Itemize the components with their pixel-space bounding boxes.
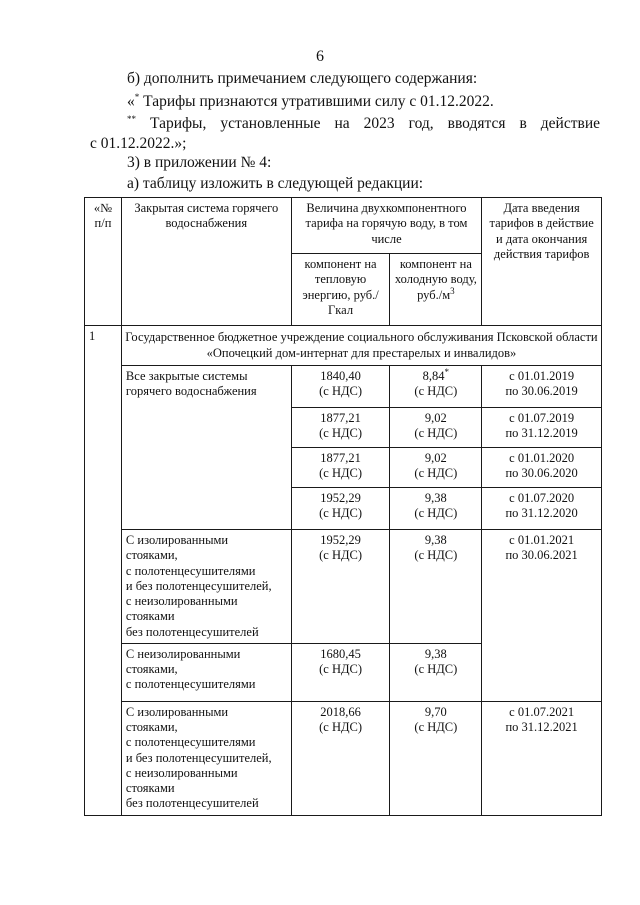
note-2-continuation: с 01.12.2022.»; <box>90 135 187 152</box>
header-heat-component: компонент на тепловую энергию, руб./Гкал <box>291 254 390 326</box>
heat-cell <box>291 408 390 448</box>
system-line: с полотенцесушителями <box>125 735 256 750</box>
cold-value: 9,02 <box>424 411 447 425</box>
system-line: без полотенцесушителей <box>125 624 259 639</box>
heat-cell <box>291 530 390 644</box>
system-all: Все закрытые системы горячего водоснабжения <box>121 366 291 530</box>
heat-value: 1952,29 <box>320 533 361 547</box>
system-line: с полотенцесушителями <box>125 677 256 692</box>
paragraph-b-intro: б) дополнить примечанием следующего содержания: <box>127 70 478 87</box>
date-to: по 30.06.2019 <box>505 384 578 399</box>
date-from: с 01.07.2019 <box>509 411 575 425</box>
header-cold-component <box>390 254 482 326</box>
system-line: стояками <box>125 781 175 795</box>
system-insulated <box>121 701 291 815</box>
cold-value: 9,02 <box>424 451 447 465</box>
heat-vat: (с НДС) <box>319 720 362 734</box>
heat-cell <box>291 366 390 408</box>
cold-value: 9,70 <box>424 704 447 719</box>
date-from: с 01.01.2019 <box>509 369 575 383</box>
date-from: с 01.01.2020 <box>509 451 575 465</box>
system-line: с неизолированными <box>125 594 238 608</box>
date-cell <box>482 366 602 408</box>
cold-cell <box>390 488 482 530</box>
cold-vat: (с НДС) <box>414 548 458 563</box>
item-3: 3) в приложении № 4: <box>127 154 272 171</box>
heat-vat: (с НДС) <box>319 662 362 676</box>
cold-cell <box>390 530 482 644</box>
cold-value: 9,38 <box>424 533 447 547</box>
date-to: по 31.12.2020 <box>505 506 578 521</box>
date-to: по 30.06.2020 <box>505 466 578 481</box>
cold-value: 9,38 <box>424 491 447 505</box>
system-insulated <box>121 530 291 644</box>
heat-cell <box>291 448 390 488</box>
date-cell <box>482 530 602 702</box>
cold-value: 8,84 <box>422 369 445 383</box>
date-to: по 30.06.2021 <box>505 548 578 563</box>
cold-cell <box>390 643 482 701</box>
cold-vat: (с НДС) <box>414 384 458 399</box>
heat-cell <box>291 701 390 815</box>
system-line: с полотенцесушителями <box>125 563 256 578</box>
system-line: стояками, <box>125 548 178 563</box>
note-1-star: * <box>134 91 140 102</box>
date-cell <box>482 448 602 488</box>
system-line: стояками <box>125 609 175 624</box>
date-from: с 01.07.2020 <box>509 491 575 505</box>
cold-cell <box>390 448 482 488</box>
heat-value: 1877,21 <box>320 411 361 425</box>
system-uninsulated <box>121 643 291 701</box>
heat-value: 2018,66 <box>320 704 361 719</box>
date-cell <box>482 488 602 530</box>
heat-value: 1840,40 <box>320 369 361 383</box>
heat-vat: (с НДС) <box>319 548 362 563</box>
header-dates: Дата введения тарифов в действие и дата окончания действия тарифов <box>482 198 602 326</box>
organization-name: Государственное бюджетное учреждение социального обслуживания Псковской области «Опочецкий дом-интернат для престарелых и инвалидов» <box>121 326 601 366</box>
date-cell <box>482 701 602 815</box>
heat-value: 1877,21 <box>320 451 361 465</box>
system-line: без полотенцесушителей <box>125 796 259 811</box>
cold-vat: (с НДС) <box>414 506 458 521</box>
heat-vat: (с НДС) <box>319 384 362 399</box>
heat-vat: (с НДС) <box>319 506 362 521</box>
header-system: Закрытая система горячего водоснабжения <box>121 198 291 326</box>
cold-footnote-mark: * <box>444 366 450 377</box>
cold-cell <box>390 366 482 408</box>
item-a: а) таблицу изложить в следующей редакции: <box>127 175 424 192</box>
note-2-text: Тарифы, установленные на 2023 год, вводятся в действие <box>136 115 600 132</box>
heat-vat: (с НДС) <box>319 426 362 441</box>
heat-cell <box>291 488 390 530</box>
cold-vat: (с НДС) <box>414 662 458 676</box>
note-1-text: Тарифы признаются утратившими силу с 01.12.2022. <box>139 93 494 110</box>
cold-vat: (с НДС) <box>414 720 458 734</box>
header-cold-sup: 3 <box>450 285 455 296</box>
heat-cell <box>291 643 390 701</box>
system-line: С изолированными <box>125 704 229 719</box>
page-number: 6 <box>316 48 324 65</box>
date-from: с 01.01.2021 <box>509 533 575 547</box>
system-line: и без полотенцесушителей, <box>125 750 272 765</box>
system-line: с неизолированными <box>125 765 238 780</box>
tariff-table <box>84 197 602 816</box>
note-1 <box>127 93 494 111</box>
system-line: и без полотенцесушителей, <box>125 578 272 593</box>
note-1-prefix: « <box>127 93 135 110</box>
note-2 <box>127 115 600 133</box>
cold-vat: (с НДС) <box>414 426 458 441</box>
header-cold-text: компонент на холодную воду, руб./м <box>394 257 477 302</box>
date-cell <box>482 408 602 448</box>
row-number: 1 <box>85 326 122 816</box>
date-to: по 31.12.2019 <box>505 426 578 441</box>
cold-value: 9,38 <box>424 646 447 661</box>
header-number: «№ п/п <box>85 198 122 326</box>
cold-vat: (с НДС) <box>414 466 458 481</box>
system-line: С изолированными <box>125 533 229 547</box>
system-line: стояками, <box>125 720 178 734</box>
cold-cell <box>390 408 482 448</box>
note-2-star: ** <box>127 113 136 124</box>
date-from: с 01.07.2021 <box>509 704 575 719</box>
system-line: С неизолированными <box>125 646 241 661</box>
heat-value: 1952,29 <box>320 491 361 505</box>
date-to: по 31.12.2021 <box>505 720 578 734</box>
header-tariff: Величина двухкомпонентного тарифа на горячую воду, в том числе <box>291 198 482 254</box>
cold-cell <box>390 701 482 815</box>
heat-vat: (с НДС) <box>319 466 362 481</box>
system-line: стояками, <box>125 662 178 676</box>
heat-value: 1680,45 <box>320 646 361 661</box>
